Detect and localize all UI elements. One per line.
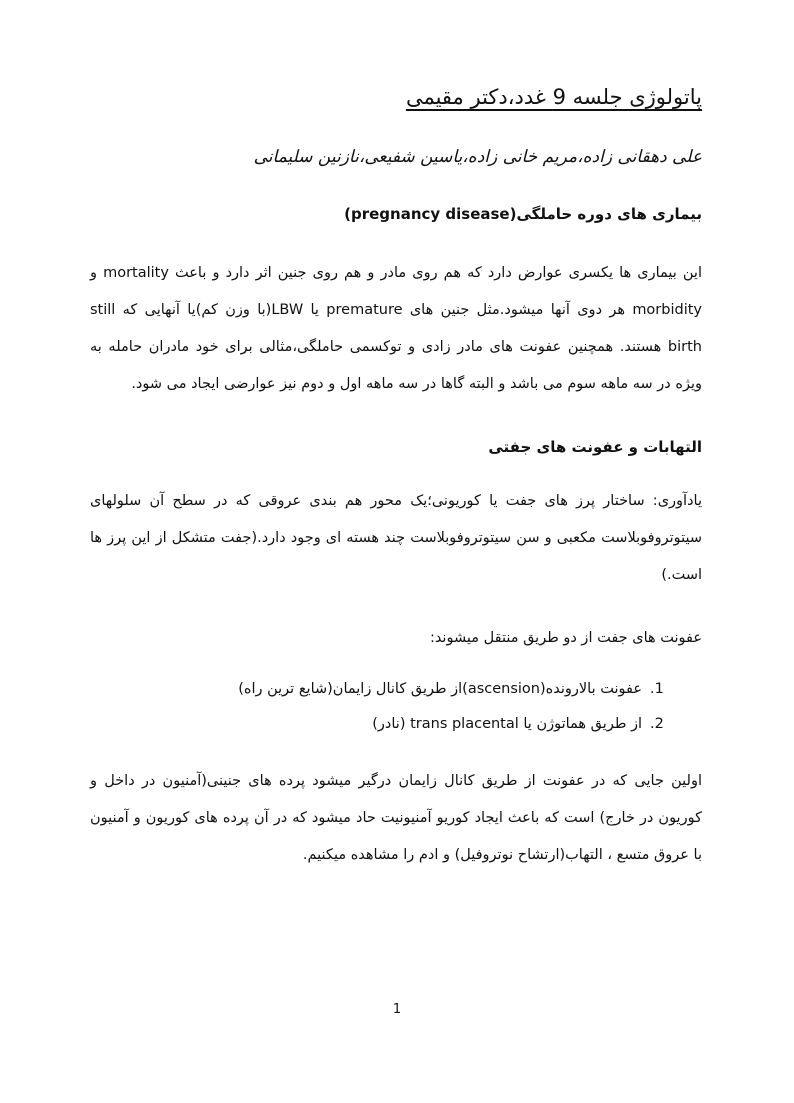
list-item-text: عفونت بالارونده(ascension)از طریق کانال زایمان(شایع ترین راه) [238, 681, 642, 697]
section-heading-placental-infections: التهابات و عفونت های جفتی [488, 438, 702, 456]
list-item-number: 2. [650, 716, 664, 732]
document-title [90, 80, 702, 114]
list-item [90, 672, 702, 707]
list-item-text: از طریق هماتوژن یا trans placental (نادر) [372, 716, 642, 732]
paragraph-transmission-intro: عفونت های جفت از دو طریق منتقل میشوند: [429, 630, 702, 646]
page-number: 1 [392, 1002, 402, 1017]
list-item-number: 1. [650, 681, 664, 697]
authors-line: علی دهقانی زاده،مریم خانی زاده،یاسین شفیعی،نازنین سلیمانی [253, 147, 702, 167]
section-heading-pregnancy-disease: بیماری های دوره حاملگی(pregnancy disease) [344, 205, 702, 223]
transmission-routes-list [90, 672, 702, 742]
paragraph-villi-structure: یادآوری: ساختار پرز های جفت یا کوریونی؛یک محور هم بندی عروقی که در سطح آن سلولهای سیتوتروفوبلاست مکعبی و سن سیتوتروفوبلاست چند هسته ای وجود دارد.(جفت متشکل از این پرز ها است.) [90, 493, 702, 583]
list-item [90, 707, 702, 742]
paragraph-pregnancy-complications: این بیماری ها یکسری عوارض دارد که هم روی مادر و هم روی جنین اثر دارد و باعث mortality و morbidity هر دوی آنها میشود.مثل جنین های premature یا LBW(با وزن کم)یا آنهایی که still birth هستند. همچنین عفونت های مادر زادی و توکسمی حاملگی،مثالی برای خود مادران حامله به ویژه در سه ماهه سوم می باشد و البته گاها در سه ماهه اول و دوم نیز عوارضی ایجاد می شود. [90, 265, 703, 392]
document-title-text: پاتولوژی جلسه 9 غدد،دکتر مقیمی [405, 85, 702, 109]
paragraph-chorioamnionitis: اولین جایی که در عفونت از طریق کانال زایمان درگیر میشود پرده های جنینی(آمنیون در داخل و کوریون در خارج) است که باعث ایجاد کوریو آمنیونیت حاد میشود که در آن پرده های کوریون و آمنیون با عروق متسع ، التهاب(ارتشاح نوتروفیل) و ادم را مشاهده میکنیم. [90, 773, 702, 863]
